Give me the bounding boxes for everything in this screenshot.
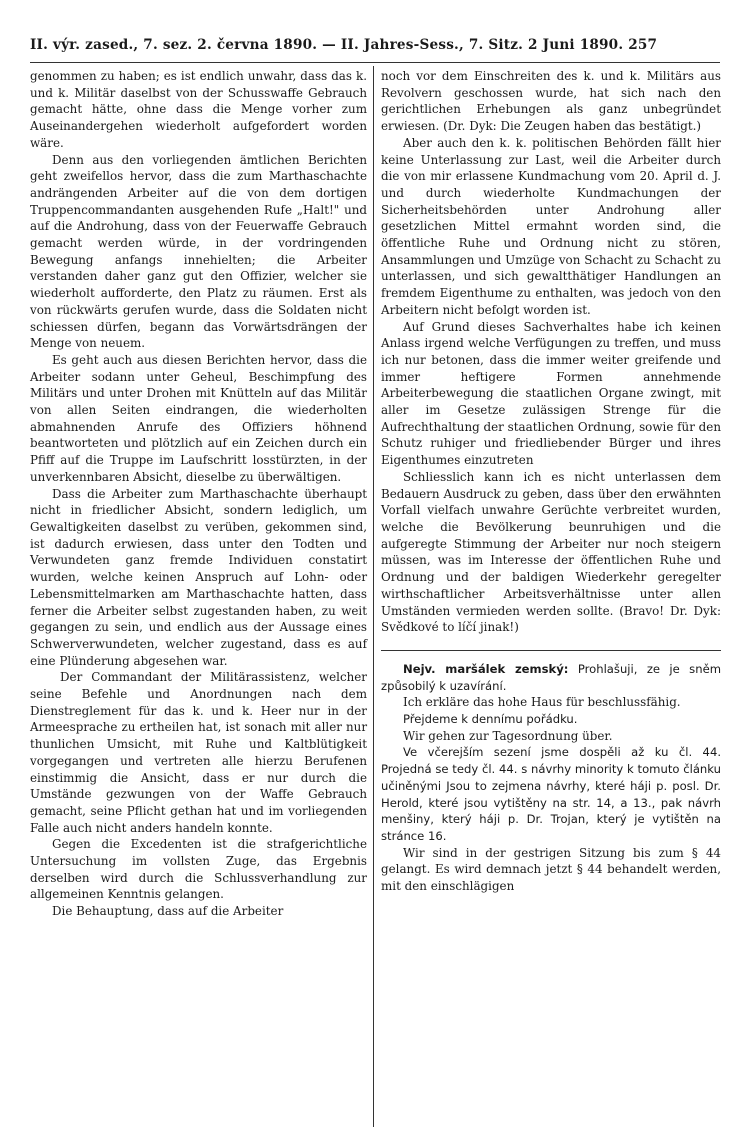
header-rule [30,62,720,63]
column-divider [373,66,374,1127]
paragraph: Die Behauptung, dass auf die Arbeiter [52,904,284,919]
left-column [30,68,367,920]
speaker-name: Nejv. maršálek zemský: [403,661,569,676]
paragraph: Dass die Arbeiter zum Marthaschachte überhaupt nicht in friedlicher Absicht, sondern lediglich, um Gewaltigkeiten daselbst zu verüben, gekommen sind, ist dadurch erwiesen, dass unter den Todten und Verwundeten ganz fremde Individuen constatirt wurden, welche keinen Anspruch auf Lohn- oder Lebensmittelmarken am Marthaschachte hatten, dass ferner die Arbeiter selbst zugestanden haben, zu weit gegangen zu sein, und endlich aus der Aussage eines Schwerverwundeten, welcher zugestand, dass es auf eine Plünderung abgesehen war. [30,486,367,668]
section-divider [381,650,721,651]
statement-de: Ich erkläre das hohe Haus für beschlussfähig. [403,695,681,710]
paragraph: Der Commandant der Militärassistenz, welcher seine Befehle und Anordnungen nach dem Dienstreglement für das k. und k. Heer nur in der Armeesprache zu ertheilen hat, ist sonach mit aller nur thunlichen Umsicht, mit Ruhe und Kaltblütigkeit vorgegangen und vertreten alle hierzu Berufenen einstimmig die Ansicht, dass er nur durch die Umstände gezwungen von der Waffe Gebrauch gemacht, seine Pflicht gethan hat und im vorliegenden Falle auch nicht anders handeln konnte. [30,670,367,835]
paragraph: Es geht auch aus diesen Berichten hervor, dass die Arbeiter sodann unter Geheul, Beschimpfung des Militärs und unter Drohen mit Knütteln auf das Militär von allen Seiten eindrangen, die wiederholten abmahnenden Anrufe des Offiziers höhnend beantworteten und plötzlich auf ein Zeichen durch ein Pfiff auf die Truppe im Laufschritt losstürzten, in der unverkennbaren Absicht, dieselbe zu überwältigen. [30,352,367,484]
recap-de: Wir sind in der gestrigen Sitzung bis zum § 44 gelangt. Es wird demnach jetzt § 44 behandelt werden, mit den einschlägigen [381,845,721,894]
paragraph: Denn aus den vorliegenden ämtlichen Berichten geht zweifellos hervor, dass die zum Marthaschachte andrängenden Arbeiter auf die von dem dortigen Truppencommandanten ausgehenden Rufe „Halt!" und auf die Androhung, dass von der Feuerwaffe Gebrauch gemacht werden würde, in der vordringenden Bewegung anfangs innehielten; die Arbeiter verstanden daher ganz gut den Offizier, welcher sie wiederholt aufforderte, den Platz zu räumen. Erst als von rückwärts gerufen wurde, dass die Soldaten nicht schiessen dürfen, begann das Vorwärtsdrängen der Menge von neuem. [30,152,367,351]
recap-cz: Ve včerejším sezení jsme dospěli až ku čl. 44. Projedná se tedy čl. 44. s návrhy minority k tomuto článku učiněnými Jsou to zejmena návrhy, které háji p. posl. Dr. Herold, které jsou vytištěny na str. 14, a 13., pak návrh menšiny, který háji p. Dr. Trojan, který je vytištěn na stránce 16. [381,745,721,843]
paragraph: Schliesslich kann ich es nicht unterlassen dem Bedauern Ausdruck zu geben, dass über den erwähnten Vorfall vielfach unwahre Gerüchte verbreitet wurden, welche die Bevölkerung beunruhigen und die aufgeregte Stimmung der Arbeiter nur noch steigern müssen, was im Interesse der öffentlichen Ruhe und Ordnung und der baldigen Wiederkehr geregelter wirthschaftlicher Arbeitsverhältnisse unter allen Umständen vermieden werden sollte. (Bravo! Dr. Dyk: Svědkové to líčí jinak!) [381,469,721,635]
paragraph: Gegen die Excedenten ist die strafgerichtliche Untersuchung im vollsten Zuge, das Ergebnis derselben wird durch die Schlussverhandlung zur allgemeinen Kenntnis gelangen. [30,837,367,902]
paragraph: noch vor dem Einschreiten des k. und k. Militärs aus Revolvern geschossen wurde, hat sich nach den gerichtlichen Erhebungen als ganz unbegründet erwiesen. (Dr. Dyk: Die Zeugen haben das bestätigt.) [381,69,721,134]
agenda-de: Wir gehen zur Tagesordnung über. [403,728,613,743]
right-column [381,68,721,895]
paragraph: Aber auch den k. k. politischen Behörden fällt hier keine Unterlassung zur Last, weil die Arbeiter durch die von mir erlassene Kundmachung vom 20. April d. J. und durch wiederholte Kundmachungen der Sicherheitsbehörden unter Androhung aller gesetzlichen Mittel ermahnt worden sind, die öffentliche Ruhe und Ordnung nicht zu stören, Ansammlungen und Umzüge von Schacht zu Schacht zu unterlassen, und sich gewaltthätiger Handlungen an fremdem Eigenthume zu enthalten, was jedoch von den Arbeitern nicht befolgt worden ist. [381,135,721,317]
paragraph: Auf Grund dieses Sachverhaltes habe ich keinen Anlass irgend welche Verfügungen zu treffen, und muss ich nur betonen, dass die immer weiter greifende und immer heftigere Formen annehmende Arbeiterbewegung die staatlichen Organe zwingt, mit aller im Gesetze zulässigen Strenge für die Aufrechthaltung der staatlichen Ordnung, sowie für den Schutz ruhiger und friedliebender Bürger und ihres Eigenthumes einzutreten [381,319,721,468]
paragraph: genommen zu haben; es ist endlich unwahr, dass das k. und k. Militär daselbst von der Schusswaffe Gebrauch gemacht hätte, ohne dass die Menge vorher zum Auseinandergehen wiederholt aufgefordert worden wäre. [30,69,367,150]
agenda-cz: Přejdeme k dennímu pořádku. [403,712,578,727]
speaker-statement [381,661,721,694]
running-header: II. výr. zased., 7. sez. 2. června 1890. — II. Jahres-Sess., 7. Sitz. 2 Juni 1890. 257 [30,37,658,53]
statement-cz: Prohlašuji, ze je sněm způsobilý k uzavírání. [381,661,721,693]
